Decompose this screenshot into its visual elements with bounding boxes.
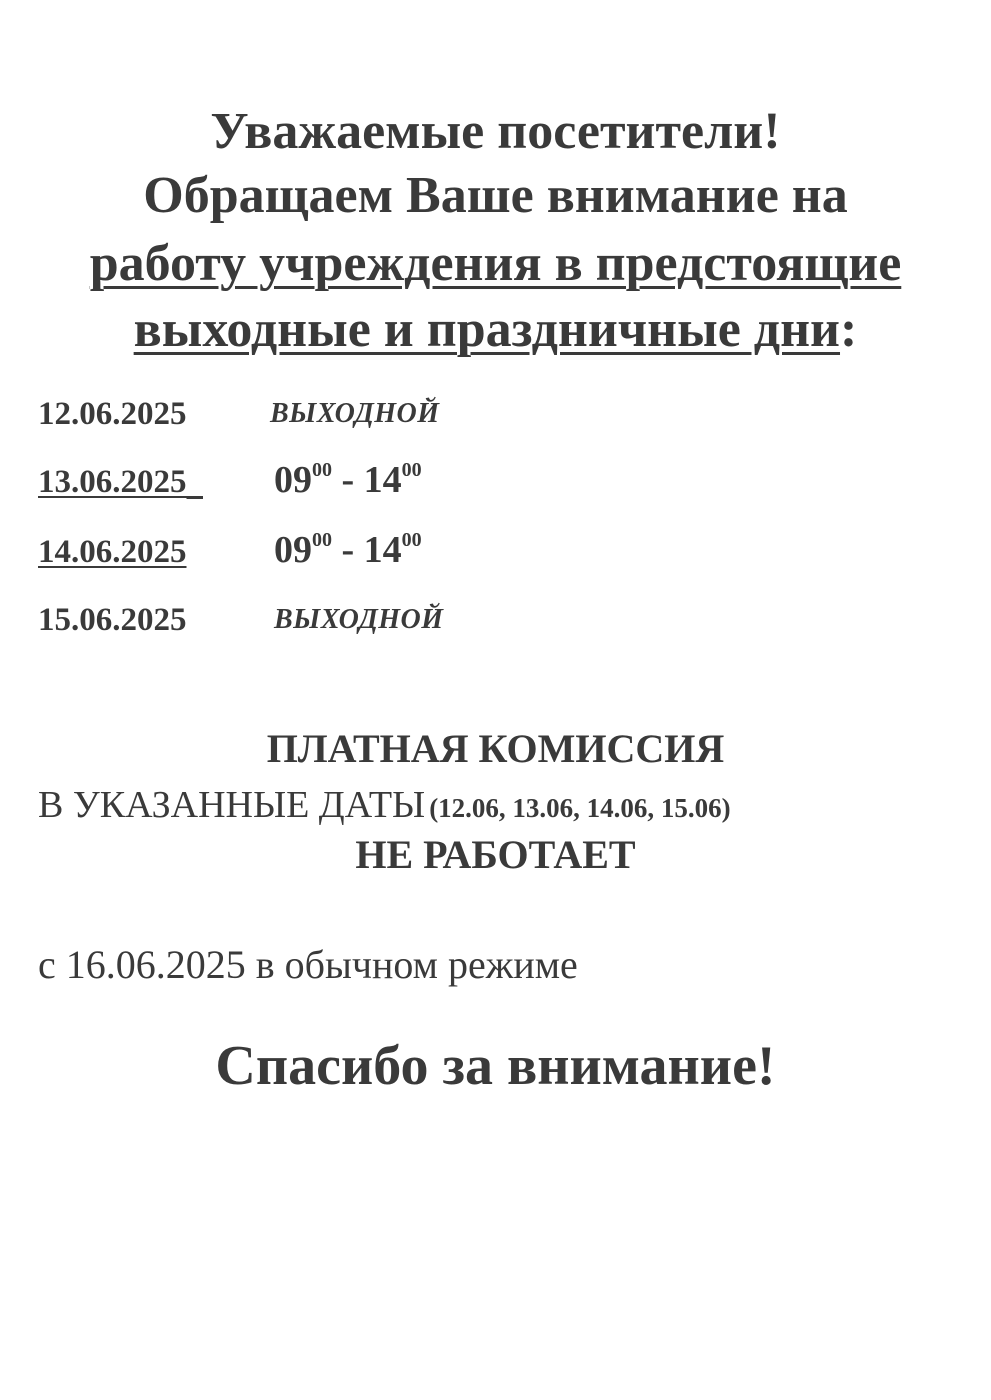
commission-title xyxy=(0,724,991,774)
schedule-hours xyxy=(274,528,422,572)
commission-dates-prefix: В УКАЗАННЫЕ ДАТЫ xyxy=(38,784,426,826)
hours-to-minute: 00 xyxy=(401,459,422,481)
hours-from-minute: 00 xyxy=(312,529,332,551)
holidays-heading xyxy=(0,298,991,362)
hours-from-hour: 09 xyxy=(274,459,312,501)
commission-title-text: ПЛАТНАЯ КОМИССИЯ xyxy=(266,726,725,771)
hours-separator: - xyxy=(332,459,364,501)
schedule-date: 15.06.2025 xyxy=(38,602,187,638)
hours-from-hour: 09 xyxy=(274,529,312,571)
greeting-heading: Уважаемые посетители! xyxy=(210,103,781,160)
holidays-heading-text: выходные и праздничные дни xyxy=(133,301,841,358)
schedule-date: 14.06.2025 xyxy=(38,534,187,570)
regular-mode-text: с 16.06.2025 в обычном режиме xyxy=(38,942,578,987)
commission-dates-list: (12.06, 13.06, 14.06, 15.06) xyxy=(429,793,731,823)
thanks-text: Спасибо за внимание! xyxy=(215,1035,776,1097)
schedule-status: ВЫХОДНОЙ xyxy=(270,398,440,429)
schedule-status: ВЫХОДНОЙ xyxy=(274,604,444,635)
hours-separator: - xyxy=(332,529,364,571)
work-schedule-heading xyxy=(0,232,991,296)
holidays-heading-colon: : xyxy=(840,301,858,358)
commission-status-text: НЕ РАБОТАЕТ xyxy=(355,832,636,877)
schedule-date: 12.06.2025 xyxy=(38,396,187,432)
hours-to-hour: 14 xyxy=(363,529,402,571)
hours-to-minute: 00 xyxy=(401,529,422,551)
schedule-hours xyxy=(274,458,422,502)
work-schedule-heading-text: работу учреждения в предстоящие xyxy=(89,235,902,292)
attention-heading: Обращаем Ваше внимание на xyxy=(143,167,848,224)
commission-status xyxy=(0,830,991,880)
commission-dates xyxy=(38,780,978,830)
schedule-date: 13.06.2025 xyxy=(38,464,187,500)
hours-from-minute: 00 xyxy=(312,459,332,481)
hours-to-hour: 14 xyxy=(363,459,402,501)
